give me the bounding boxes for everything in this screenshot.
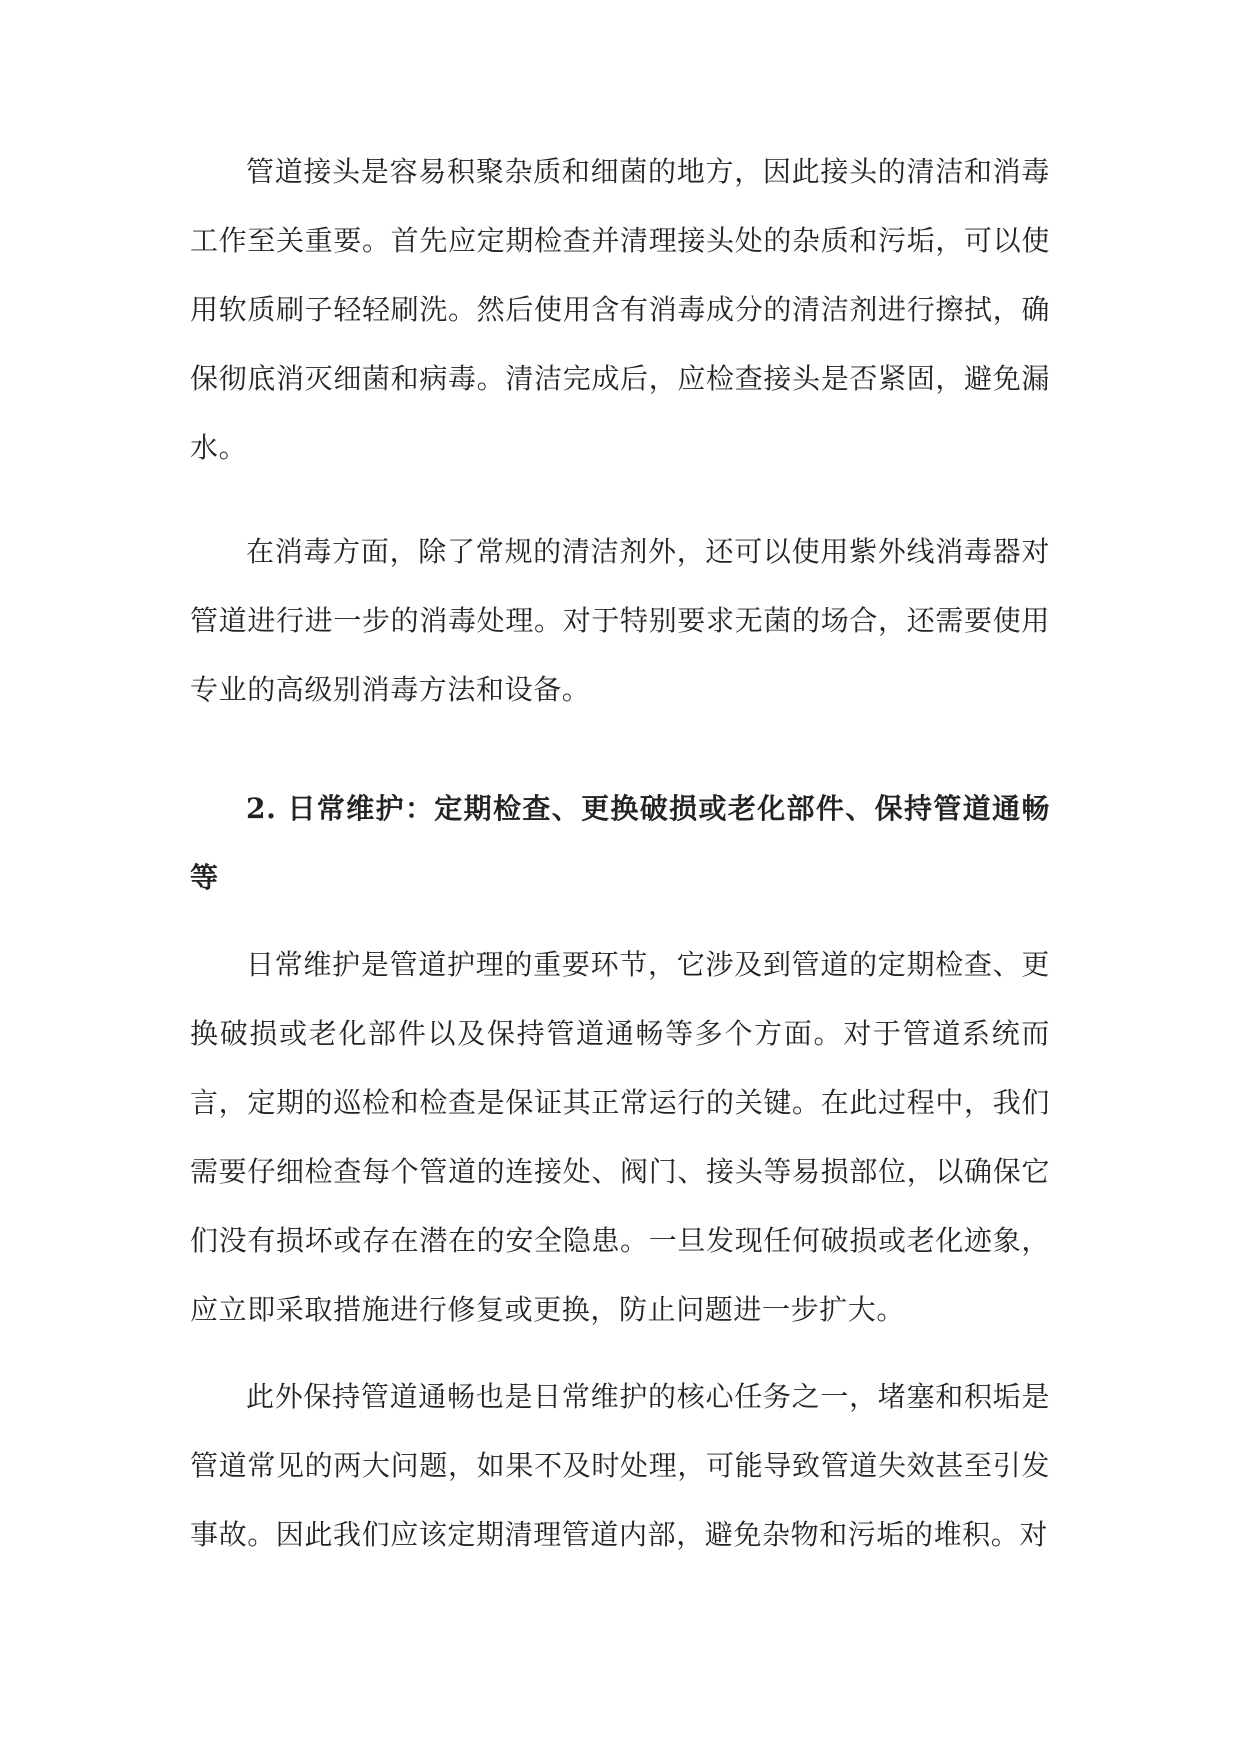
paragraph-keep-pipes-clear: 此外保持管道通畅也是日常维护的核心任务之一，堵塞和积垢是管道常见的两大问题，如果不及时处理，可能导致管道失效甚至引发事故。因此我们应该定期清理管道内部，避免杂物和污垢的堆积。对 — [190, 1380, 1050, 1551]
section-heading-daily-maintenance: 2. 日常维护：定期检查、更换破损或老化部件、保持管道通畅等 — [190, 792, 1050, 894]
paragraph-joint-cleaning: 管道接头是容易积聚杂质和细菌的地方，因此接头的清洁和消毒工作至关重要。首先应定期检查并清理接头处的杂质和污垢，可以使用软质刷子轻轻刷洗。然后使用含有消毒成分的清洁剂进行擦拭，确保彻底消灭细菌和病毒。清洁完成后，应检查接头是否紧固，避免漏水。 — [190, 155, 1050, 464]
paragraph-disinfection: 在消毒方面，除了常规的清洁剂外，还可以使用紫外线消毒器对管道进行进一步的消毒处理。对于特别要求无菌的场合，还需要使用专业的高级别消毒方法和设备。 — [190, 535, 1050, 706]
paragraph-daily-maintenance: 日常维护是管道护理的重要环节，它涉及到管道的定期检查、更换破损或老化部件以及保持管道通畅等多个方面。对于管道系统而言，定期的巡检和检查是保证其正常运行的关键。在此过程中，我们需要仔细检查每个管道的连接处、阀门、接头等易损部位，以确保它们没有损坏或存在潜在的安全隐患。一旦发现任何破损或老化迹象，应立即采取措施进行修复或更换，防止问题进一步扩大。 — [190, 948, 1050, 1326]
